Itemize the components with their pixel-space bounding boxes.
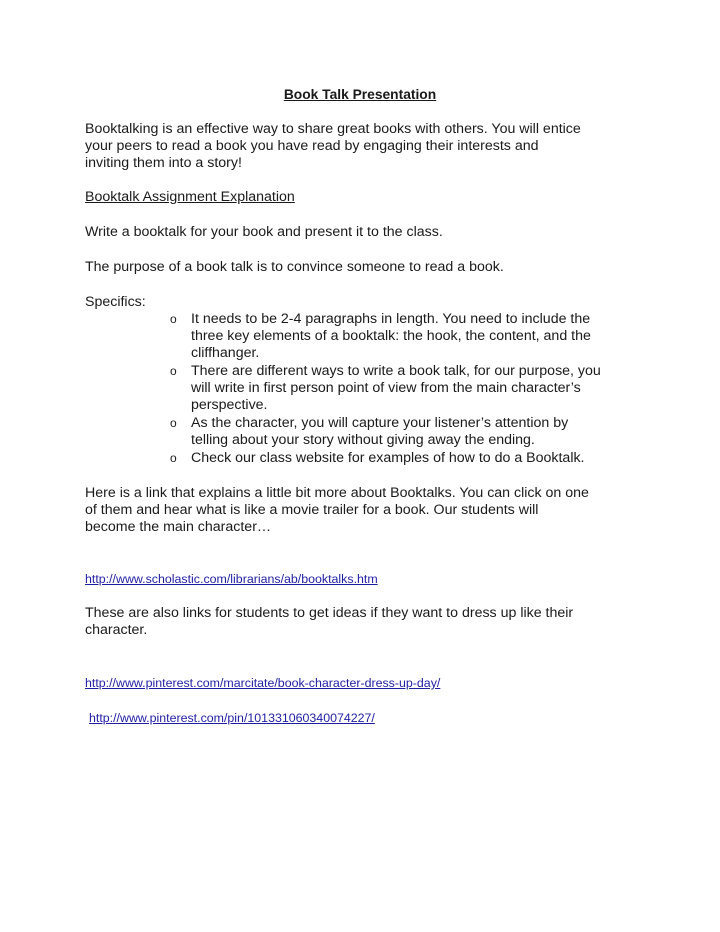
page-title: Book Talk Presentation <box>283 87 437 102</box>
bullet-line: Check our class website for examples of how to do a Booktalk. <box>191 450 585 466</box>
bullet-line: three key elements of a booktalk: the hook, the content, and the <box>191 328 591 344</box>
section-heading: Booktalk Assignment Explanation <box>85 189 295 205</box>
intro-line: inviting them into a story! <box>85 155 242 171</box>
bullet-marker: o <box>170 451 177 465</box>
bullet-line: As the character, you will capture your listener’s attention by <box>191 415 569 431</box>
bullet-line: will write in first person point of view from the main character’s <box>191 380 581 396</box>
purpose-text: The purpose of a book talk is to convince someone to read a book. <box>85 259 504 275</box>
bullet-line: cliffhanger. <box>191 345 260 361</box>
bullet-marker: o <box>170 364 177 378</box>
dress-up-line: character. <box>85 622 148 638</box>
dress-up-line: These are also links for students to get ideas if they want to dress up like their <box>85 605 574 621</box>
bullet-line: It needs to be 2-4 paragraphs in length. You need to include the <box>191 311 591 327</box>
pinterest-dress-up-link[interactable]: http://www.pinterest.com/marcitate/book-character-dress-up-day/ <box>85 676 441 690</box>
intro-line: your peers to read a book you have read by engaging their interests and <box>85 138 539 154</box>
scholastic-link[interactable]: http://www.scholastic.com/librarians/ab/booktalks.htm <box>85 572 378 586</box>
bullet-line: There are different ways to write a book talk, for our purpose, you <box>191 363 601 379</box>
intro-line: Booktalking is an effective way to share great books with others. You will entice <box>85 121 581 137</box>
bullet-line: perspective. <box>191 397 268 413</box>
bullet-marker: o <box>170 416 177 430</box>
bullet-marker: o <box>170 312 177 326</box>
bullet-line: telling about your story without giving away the ending. <box>191 432 535 448</box>
link-intro-line: of them and hear what is like a movie trailer for a book. Our students will <box>85 502 539 518</box>
link-intro-line: become the main character… <box>85 519 272 535</box>
instruction-text: Write a booktalk for your book and present it to the class. <box>85 224 443 240</box>
link-intro-line: Here is a link that explains a little bit more about Booktalks. You can click on one <box>85 485 589 501</box>
specifics-label: Specifics: <box>85 294 146 310</box>
pinterest-pin-link[interactable]: http://www.pinterest.com/pin/101331060340074227/ <box>89 711 375 725</box>
